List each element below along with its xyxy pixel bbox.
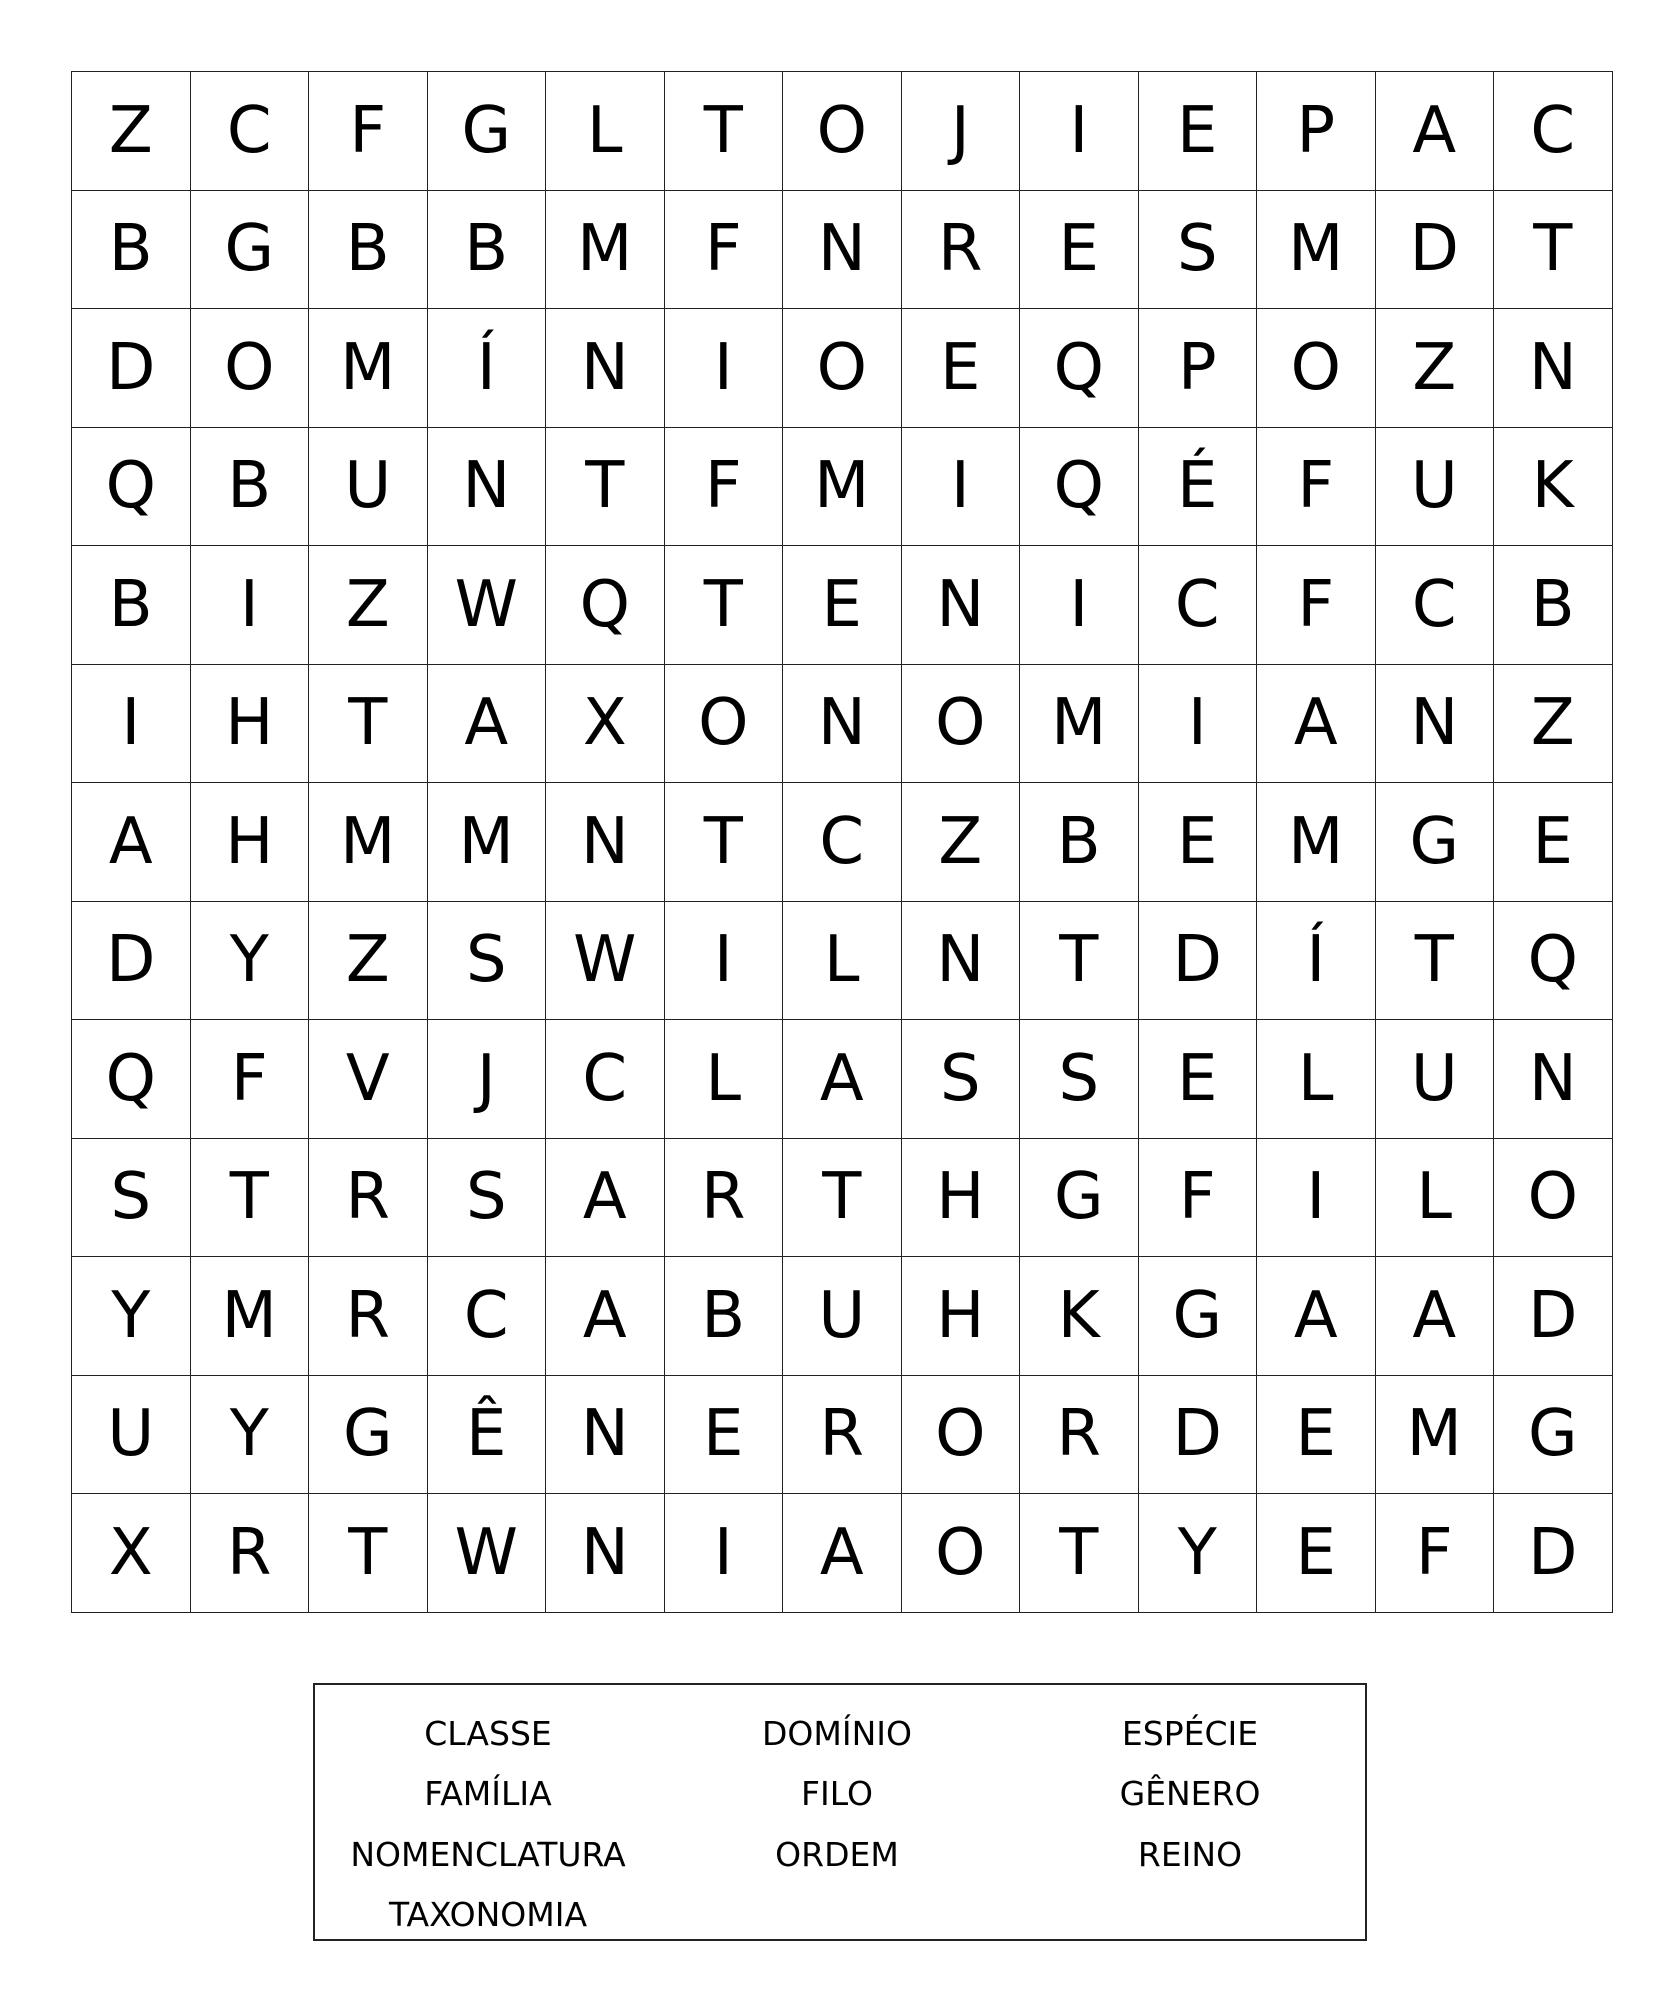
grid-cell[interactable]: I bbox=[1020, 546, 1139, 665]
grid-cell[interactable]: N bbox=[1376, 665, 1495, 784]
grid-cell[interactable]: I bbox=[191, 546, 310, 665]
grid-cell[interactable]: Z bbox=[72, 72, 191, 191]
grid-cell[interactable]: O bbox=[902, 665, 1021, 784]
grid-cell[interactable]: L bbox=[1257, 1020, 1376, 1139]
grid-cell[interactable]: F bbox=[1257, 546, 1376, 665]
grid-cell[interactable]: C bbox=[1376, 546, 1495, 665]
grid-cell[interactable]: A bbox=[1376, 72, 1495, 191]
grid-cell[interactable]: E bbox=[1139, 783, 1258, 902]
grid-cell[interactable]: H bbox=[902, 1139, 1021, 1258]
grid-cell[interactable]: R bbox=[665, 1139, 784, 1258]
grid-cell[interactable]: M bbox=[309, 309, 428, 428]
grid-cell[interactable]: Í bbox=[1257, 902, 1376, 1021]
grid-cell[interactable]: I bbox=[72, 665, 191, 784]
grid-cell[interactable]: R bbox=[191, 1494, 310, 1613]
word-genero: GÊNERO bbox=[1119, 1774, 1261, 1814]
grid-cell[interactable]: R bbox=[1020, 1376, 1139, 1495]
grid-cell[interactable]: T bbox=[783, 1139, 902, 1258]
word-ordem: ORDEM bbox=[775, 1834, 899, 1874]
grid-cell[interactable]: X bbox=[72, 1494, 191, 1613]
word-familia: FAMÍLIA bbox=[424, 1774, 552, 1814]
grid-cell[interactable]: T bbox=[191, 1139, 310, 1258]
grid-cell[interactable]: K bbox=[1494, 428, 1613, 547]
grid-cell[interactable]: U bbox=[1376, 428, 1495, 547]
grid-cell[interactable]: O bbox=[1494, 1139, 1613, 1258]
grid-cell[interactable]: Y bbox=[191, 1376, 310, 1495]
grid-cell[interactable]: I bbox=[1139, 665, 1258, 784]
grid-cell[interactable]: Q bbox=[1020, 428, 1139, 547]
grid-cell[interactable]: I bbox=[1257, 1139, 1376, 1258]
grid-cell[interactable]: T bbox=[309, 1494, 428, 1613]
grid-cell[interactable]: D bbox=[1494, 1257, 1613, 1376]
grid-cell[interactable]: Í bbox=[428, 309, 547, 428]
grid-cell[interactable]: F bbox=[309, 72, 428, 191]
word-reino: REINO bbox=[1137, 1834, 1243, 1874]
word-list-box bbox=[313, 1683, 1367, 1941]
grid-cell[interactable]: A bbox=[783, 1020, 902, 1139]
grid-cell[interactable]: S bbox=[902, 1020, 1021, 1139]
word-search-grid bbox=[71, 71, 1613, 1613]
grid-cell[interactable]: Q bbox=[1020, 309, 1139, 428]
grid-cell[interactable]: D bbox=[1494, 1494, 1613, 1613]
grid-cell[interactable]: B bbox=[72, 191, 191, 310]
grid-cell[interactable]: D bbox=[1139, 1376, 1258, 1495]
grid-cell[interactable]: D bbox=[72, 309, 191, 428]
grid-cell[interactable]: A bbox=[1257, 1257, 1376, 1376]
grid-cell[interactable]: Z bbox=[309, 902, 428, 1021]
grid-cell[interactable]: É bbox=[1139, 428, 1258, 547]
grid-cell[interactable]: O bbox=[665, 665, 784, 784]
grid-cell[interactable]: F bbox=[665, 191, 784, 310]
grid-cell[interactable]: E bbox=[783, 546, 902, 665]
word-filo: FILO bbox=[801, 1774, 873, 1814]
grid-cell[interactable]: Z bbox=[1376, 309, 1495, 428]
grid-cell[interactable]: Z bbox=[309, 546, 428, 665]
grid-cell[interactable]: B bbox=[309, 191, 428, 310]
grid-cell[interactable]: W bbox=[428, 1494, 547, 1613]
grid-cell[interactable]: N bbox=[902, 546, 1021, 665]
grid-cell[interactable]: A bbox=[783, 1494, 902, 1613]
grid-cell[interactable]: S bbox=[428, 902, 547, 1021]
grid-cell[interactable]: A bbox=[1257, 665, 1376, 784]
grid-cell[interactable]: E bbox=[1139, 72, 1258, 191]
grid-cell[interactable]: M bbox=[546, 191, 665, 310]
grid-cell[interactable]: U bbox=[1376, 1020, 1495, 1139]
grid-cell[interactable]: Z bbox=[902, 783, 1021, 902]
grid-cell[interactable]: N bbox=[546, 309, 665, 428]
grid-cell[interactable]: Y bbox=[191, 902, 310, 1021]
grid-cell[interactable]: M bbox=[1257, 783, 1376, 902]
grid-cell[interactable]: O bbox=[902, 1376, 1021, 1495]
grid-cell[interactable]: S bbox=[1139, 191, 1258, 310]
grid-cell[interactable]: T bbox=[665, 783, 784, 902]
grid-cell[interactable]: C bbox=[1494, 72, 1613, 191]
grid-cell[interactable]: O bbox=[902, 1494, 1021, 1613]
grid-cell[interactable]: R bbox=[309, 1257, 428, 1376]
grid-cell[interactable]: E bbox=[1139, 1020, 1258, 1139]
grid-cell[interactable]: U bbox=[72, 1376, 191, 1495]
grid-cell[interactable]: I bbox=[1020, 72, 1139, 191]
grid-cell[interactable]: Q bbox=[72, 1020, 191, 1139]
grid-cell[interactable]: E bbox=[1494, 783, 1613, 902]
grid-cell[interactable]: A bbox=[546, 1139, 665, 1258]
grid-cell[interactable]: N bbox=[546, 1494, 665, 1613]
grid-cell[interactable]: S bbox=[428, 1139, 547, 1258]
grid-cell[interactable]: I bbox=[665, 902, 784, 1021]
grid-cell[interactable]: G bbox=[1376, 783, 1495, 902]
grid-cell[interactable]: C bbox=[1139, 546, 1258, 665]
grid-cell[interactable]: I bbox=[665, 309, 784, 428]
grid-cell[interactable]: B bbox=[665, 1257, 784, 1376]
grid-cell[interactable]: S bbox=[1020, 1020, 1139, 1139]
grid-cell[interactable]: F bbox=[1139, 1139, 1258, 1258]
grid-cell[interactable]: D bbox=[72, 902, 191, 1021]
grid-cell[interactable]: X bbox=[546, 665, 665, 784]
grid-cell[interactable]: N bbox=[1494, 1020, 1613, 1139]
grid-cell[interactable]: Ê bbox=[428, 1376, 547, 1495]
grid-cell[interactable]: N bbox=[1494, 309, 1613, 428]
grid-cell[interactable]: M bbox=[191, 1257, 310, 1376]
grid-cell[interactable]: W bbox=[546, 902, 665, 1021]
grid-cell[interactable]: C bbox=[428, 1257, 547, 1376]
grid-cell[interactable]: B bbox=[428, 191, 547, 310]
grid-cell[interactable]: C bbox=[546, 1020, 665, 1139]
grid-cell[interactable]: Q bbox=[72, 428, 191, 547]
grid-cell[interactable]: N bbox=[902, 902, 1021, 1021]
grid-cell[interactable]: C bbox=[191, 72, 310, 191]
grid-cell[interactable]: T bbox=[1020, 1494, 1139, 1613]
grid-cell[interactable]: L bbox=[665, 1020, 784, 1139]
word-classe: CLASSE bbox=[424, 1713, 552, 1753]
grid-cell[interactable]: T bbox=[309, 665, 428, 784]
grid-cell[interactable]: F bbox=[1376, 1494, 1495, 1613]
grid-cell[interactable]: G bbox=[309, 1376, 428, 1495]
grid-cell[interactable]: G bbox=[1494, 1376, 1613, 1495]
grid-cell[interactable]: N bbox=[546, 1376, 665, 1495]
grid-cell[interactable]: G bbox=[428, 72, 547, 191]
grid-cell[interactable]: K bbox=[1020, 1257, 1139, 1376]
grid-cell[interactable]: T bbox=[1494, 191, 1613, 310]
grid-cell[interactable]: W bbox=[428, 546, 547, 665]
grid-cell[interactable]: T bbox=[1020, 902, 1139, 1021]
grid-cell[interactable]: T bbox=[546, 428, 665, 547]
grid-cell[interactable]: E bbox=[1257, 1494, 1376, 1613]
grid-cell[interactable]: O bbox=[783, 72, 902, 191]
grid-cell[interactable]: Y bbox=[72, 1257, 191, 1376]
grid-cell[interactable]: G bbox=[191, 191, 310, 310]
grid-cell[interactable]: U bbox=[783, 1257, 902, 1376]
grid-cell[interactable]: H bbox=[902, 1257, 1021, 1376]
word-nomenclatura: NOMENCLATURA bbox=[350, 1834, 626, 1874]
grid-cell[interactable]: B bbox=[191, 428, 310, 547]
grid-cell[interactable]: M bbox=[309, 783, 428, 902]
grid-cell[interactable]: F bbox=[665, 428, 784, 547]
grid-cell[interactable]: G bbox=[1020, 1139, 1139, 1258]
grid-cell[interactable]: D bbox=[1376, 191, 1495, 310]
grid-cell[interactable]: R bbox=[309, 1139, 428, 1258]
grid-cell[interactable]: P bbox=[1257, 72, 1376, 191]
grid-cell[interactable]: U bbox=[309, 428, 428, 547]
grid-cell[interactable]: M bbox=[1020, 665, 1139, 784]
grid-cell[interactable]: I bbox=[665, 1494, 784, 1613]
grid-cell[interactable]: Y bbox=[1139, 1494, 1258, 1613]
grid-cell[interactable]: V bbox=[309, 1020, 428, 1139]
grid-cell[interactable]: F bbox=[1257, 428, 1376, 547]
grid-cell[interactable]: C bbox=[783, 783, 902, 902]
grid-cell[interactable]: O bbox=[1257, 309, 1376, 428]
grid-cell[interactable]: R bbox=[902, 191, 1021, 310]
grid-cell[interactable]: L bbox=[1376, 1139, 1495, 1258]
grid-cell[interactable]: A bbox=[546, 1257, 665, 1376]
grid-cell[interactable]: A bbox=[72, 783, 191, 902]
grid-cell[interactable]: E bbox=[1257, 1376, 1376, 1495]
grid-cell[interactable]: A bbox=[1376, 1257, 1495, 1376]
grid-cell[interactable]: B bbox=[1494, 546, 1613, 665]
grid-cell[interactable]: Z bbox=[1494, 665, 1613, 784]
grid-cell[interactable]: P bbox=[1139, 309, 1258, 428]
grid-cell[interactable]: M bbox=[428, 783, 547, 902]
grid-cell[interactable]: F bbox=[191, 1020, 310, 1139]
grid-cell[interactable]: N bbox=[428, 428, 547, 547]
grid-cell[interactable]: L bbox=[783, 902, 902, 1021]
grid-cell[interactable]: E bbox=[902, 309, 1021, 428]
grid-cell[interactable]: M bbox=[1257, 191, 1376, 310]
grid-cell[interactable]: J bbox=[428, 1020, 547, 1139]
grid-cell[interactable]: B bbox=[72, 546, 191, 665]
grid-cell[interactable]: T bbox=[665, 546, 784, 665]
grid-cell[interactable]: D bbox=[1139, 902, 1258, 1021]
grid-cell[interactable]: J bbox=[902, 72, 1021, 191]
grid-cell[interactable]: Q bbox=[546, 546, 665, 665]
grid-cell[interactable]: H bbox=[191, 665, 310, 784]
grid-cell[interactable]: O bbox=[191, 309, 310, 428]
grid-cell[interactable]: N bbox=[783, 191, 902, 310]
grid-cell[interactable]: E bbox=[665, 1376, 784, 1495]
grid-cell[interactable]: R bbox=[783, 1376, 902, 1495]
word-dominio: DOMÍNIO bbox=[762, 1713, 912, 1753]
word-list-row bbox=[315, 1703, 1365, 1764]
grid-cell[interactable]: N bbox=[783, 665, 902, 784]
grid-cell[interactable]: I bbox=[902, 428, 1021, 547]
word-taxonomia: TAXONOMIA bbox=[388, 1895, 588, 1935]
grid-cell[interactable]: E bbox=[1020, 191, 1139, 310]
word-especie: ESPÉCIE bbox=[1121, 1713, 1259, 1753]
grid-cell[interactable]: Q bbox=[1494, 902, 1613, 1021]
grid-cell[interactable]: L bbox=[546, 72, 665, 191]
grid-cell[interactable]: S bbox=[72, 1139, 191, 1258]
grid-cell[interactable]: M bbox=[783, 428, 902, 547]
grid-cell[interactable]: O bbox=[783, 309, 902, 428]
grid-cell[interactable]: G bbox=[1139, 1257, 1258, 1376]
grid-cell[interactable]: T bbox=[1376, 902, 1495, 1021]
grid-cell[interactable]: N bbox=[546, 783, 665, 902]
grid-cell[interactable]: T bbox=[665, 72, 784, 191]
grid-cell[interactable]: M bbox=[1376, 1376, 1495, 1495]
grid-cell[interactable]: A bbox=[428, 665, 547, 784]
word-list-row bbox=[315, 1824, 1365, 1885]
word-list-row bbox=[315, 1885, 1365, 1946]
grid-cell[interactable]: B bbox=[1020, 783, 1139, 902]
grid-cell[interactable]: H bbox=[191, 783, 310, 902]
word-list-row bbox=[315, 1764, 1365, 1825]
